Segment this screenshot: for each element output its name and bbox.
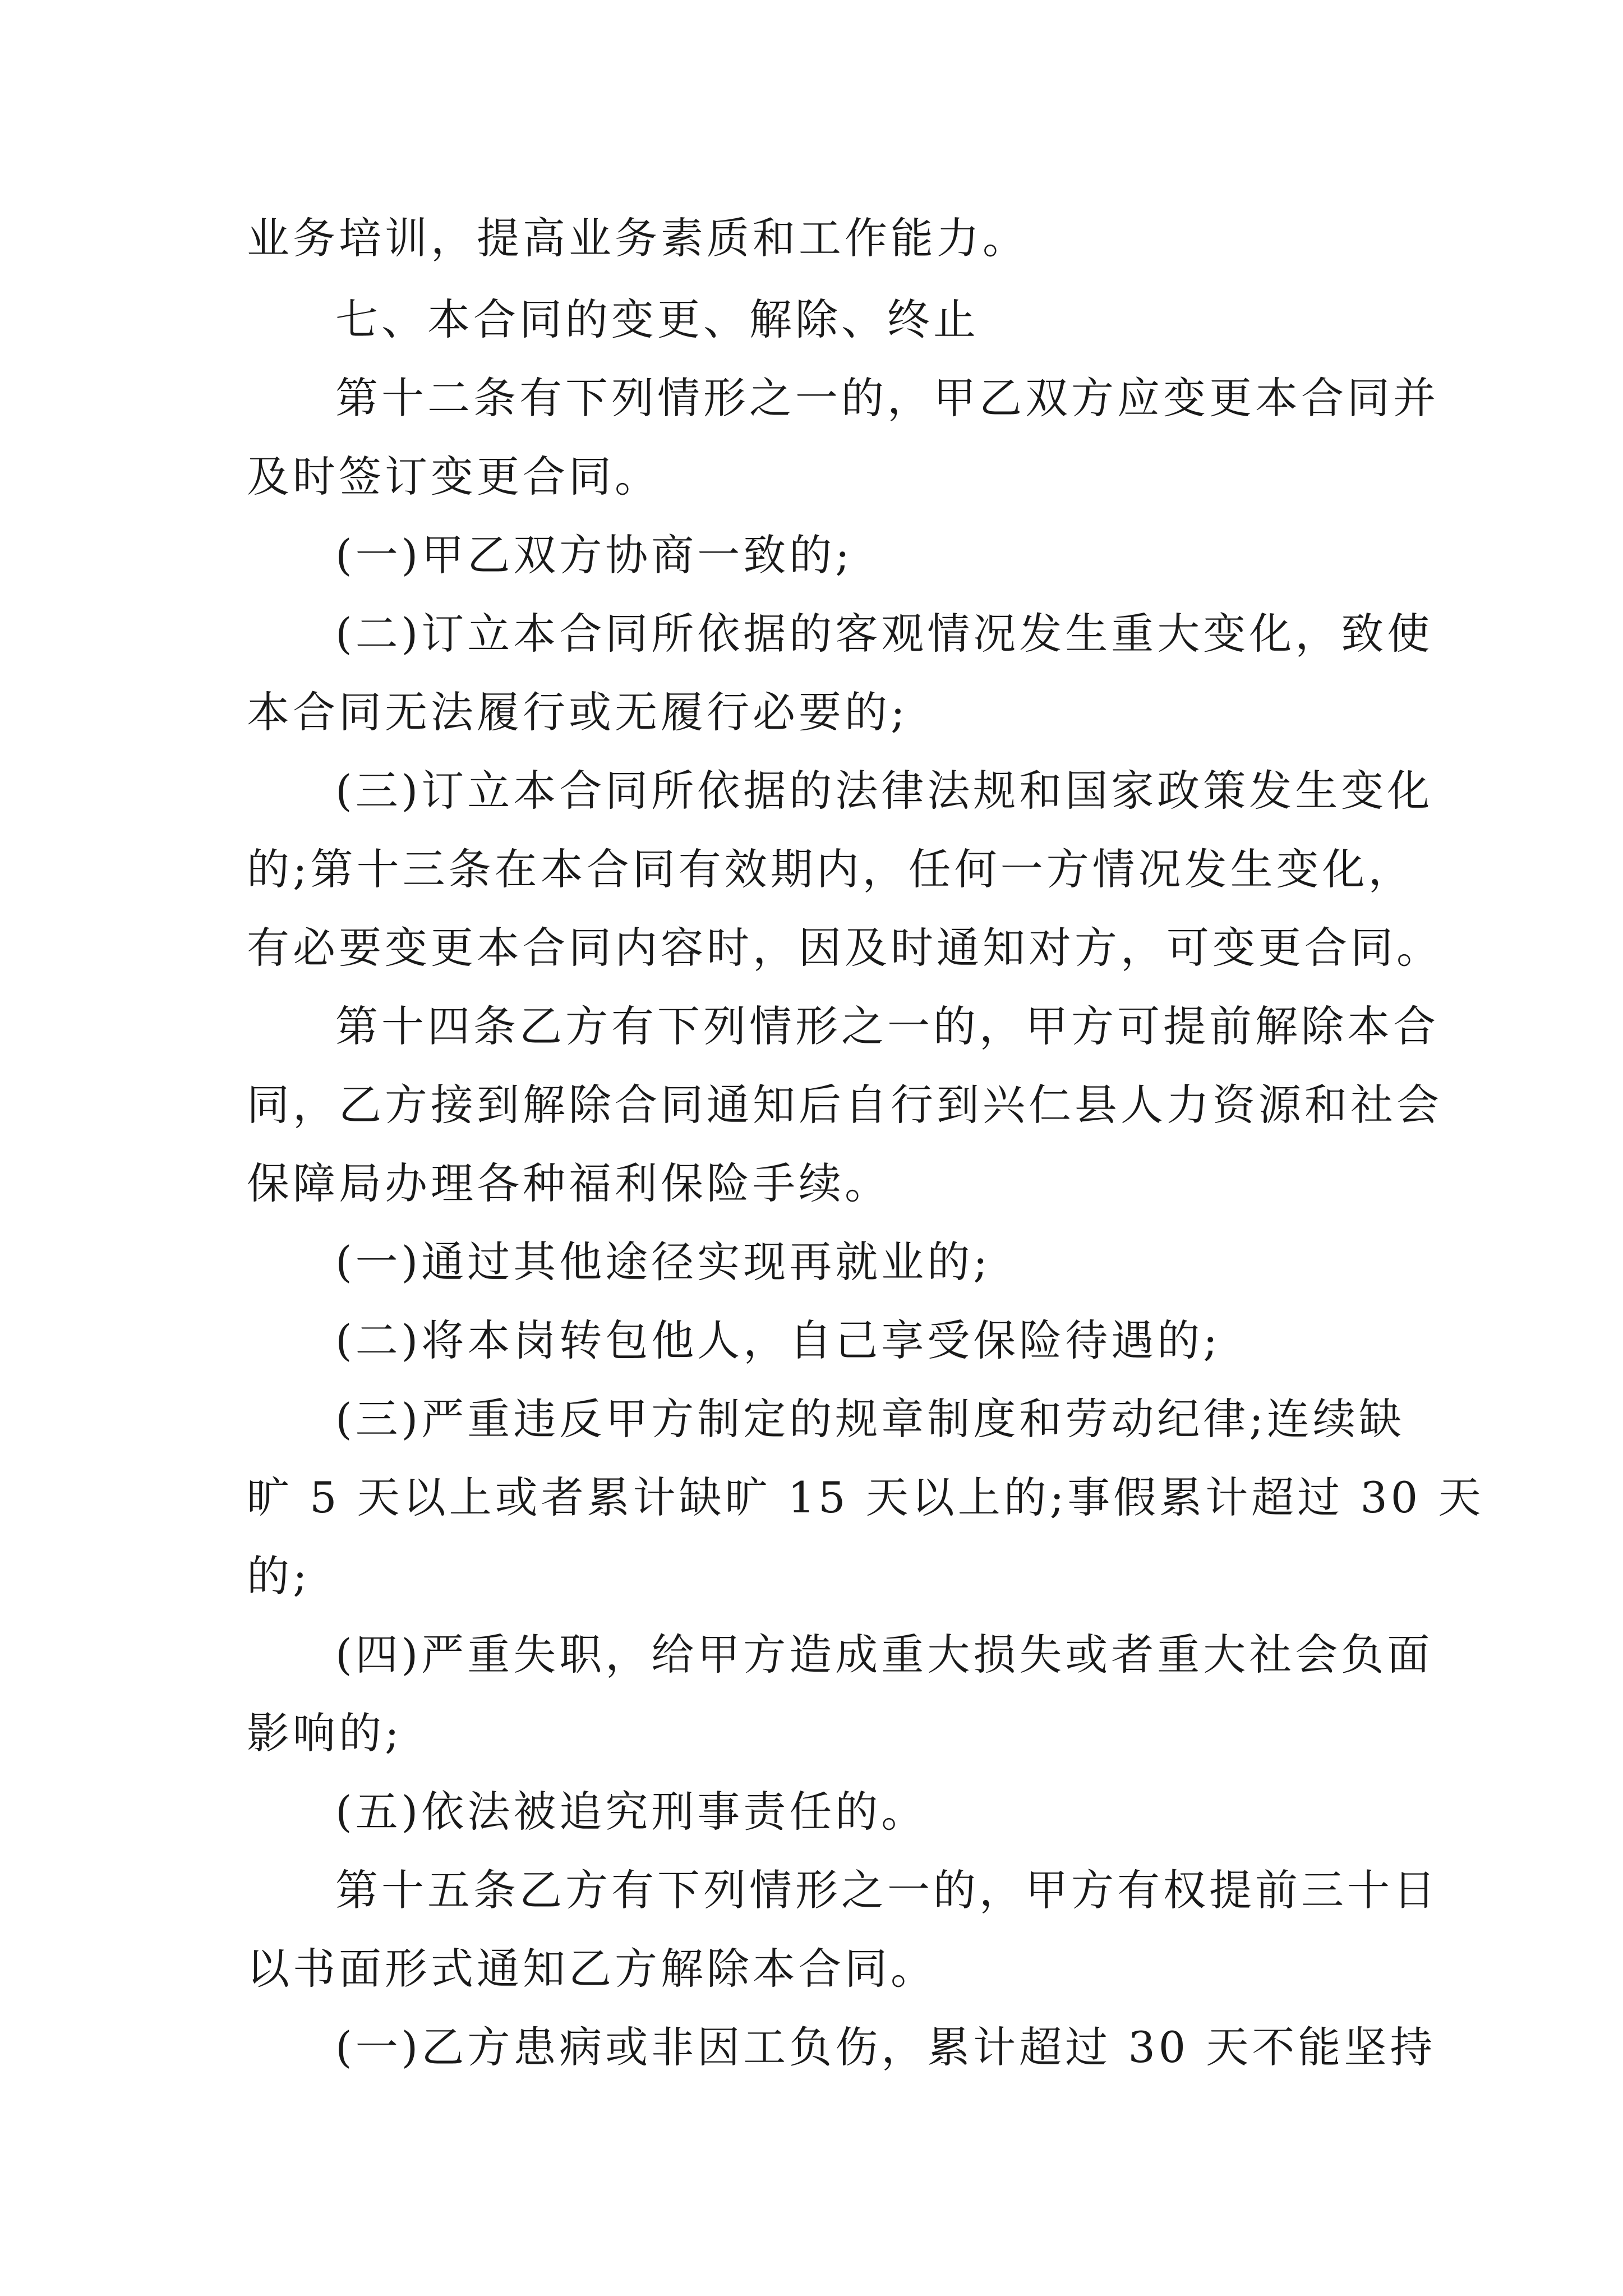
clause-12-heading: 第十二条有下列情形之一的，甲乙双方应变更本合同并 [335,373,1439,423]
list-item: (四)严重失职，给甲方造成重大损失或者重大社会负面 [335,1630,1433,1680]
clause-15-heading: 第十五条乙方有下列情形之一的，甲方有权提前三十日 [335,1865,1439,1915]
clause-14-heading: 第十四条乙方有下列情形之一的，甲方可提前解除本合 [335,1001,1439,1051]
text-line-7: 本合同无法履行或无履行必要的; [247,687,909,737]
text-line-4: 及时签订变更合同。 [247,452,661,501]
list-item: (一)乙方患病或非因工负伤，累计超过 30 天不能坚持 [335,2022,1436,2072]
text-line-23: 以书面形式通知乙方解除本合同。 [247,1944,937,1994]
section-heading: 七、本合同的变更、解除、终止 [335,295,979,344]
list-item: (二)将本岗转包他人，自己享受保险待遇的; [335,1315,1221,1365]
list-item: (三)严重违反甲方制定的规章制度和劳动纪律;连续缺 [335,1394,1405,1444]
text-line-17: 旷 5 天以上或者累计缺旷 15 天以上的;事假累计超过 30 天 [247,1473,1484,1522]
list-item: (二)订立本合同所依据的客观情况发生重大变化，致使 [335,609,1433,659]
list-item: (三)订立本合同所依据的法律法规和国家政策发生变化 [335,766,1433,816]
text-line-1: 业务培训，提高业务素质和工作能力。 [247,213,1029,263]
text-line-9: 的;第十三条在本合同有效期内，任何一方情况发生变化， [247,844,1414,894]
text-line-10: 有必要变更本合同内容时，因及时通知对方，可变更合同。 [247,923,1442,973]
text-line-20: 影响的; [247,1708,403,1758]
text-line-13: 保障局办理各种福利保险手续。 [247,1158,891,1208]
text-line-18: 的; [247,1551,311,1601]
list-item: (一)通过其他途径实现再就业的; [335,1237,991,1287]
list-item: (五)依法被追究刑事责任的。 [335,1787,928,1837]
text-line-12: 同，乙方接到解除合同通知后自行到兴仁县人力资源和社会 [247,1080,1442,1130]
list-item: (一)甲乙双方协商一致的; [335,530,853,580]
